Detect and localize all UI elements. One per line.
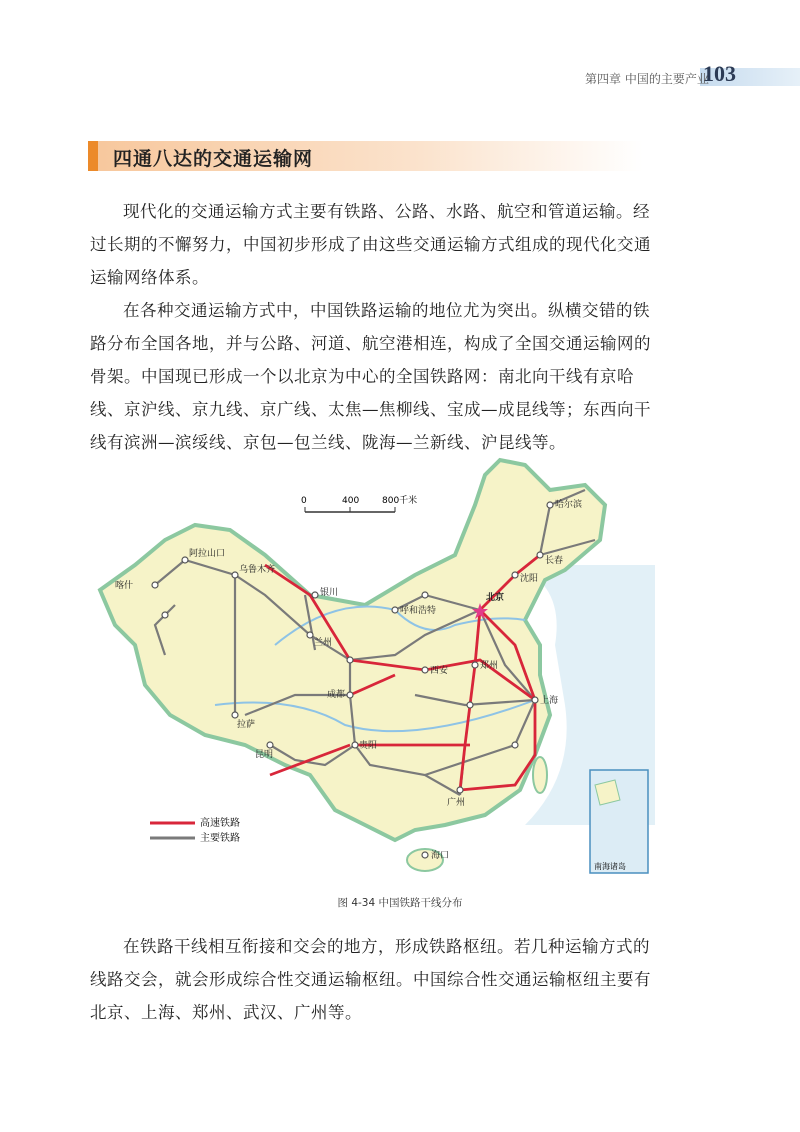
map-scale-bar (301, 494, 417, 512)
city-label: 呼和浩特 (400, 606, 437, 616)
city-label: 广州 (447, 798, 466, 808)
city-label: 阿拉山口 (189, 549, 226, 559)
city-label: 乌鲁木齐 (239, 565, 276, 575)
railway-map (95, 445, 655, 885)
city-label: 郑州 (480, 661, 499, 671)
city-label: 长春 (545, 556, 564, 566)
section-heading (88, 141, 643, 171)
south-china-sea-inset (590, 770, 648, 873)
city-label: 成都 (327, 690, 346, 700)
china-landmass (100, 460, 605, 840)
city-label: 昆明 (255, 750, 274, 760)
taiwan-island (533, 757, 547, 793)
railway-map-svg (95, 445, 655, 885)
section-heading-bar (88, 141, 98, 171)
section-title: 四通八达的交通运输网 (113, 148, 314, 170)
figure-caption: 图 4-34 中国铁路干线分布 (337, 897, 463, 909)
scale-label: 0 (301, 496, 307, 506)
chapter-title: 第四章 中国的主要产业 (585, 72, 709, 86)
paragraph-railway: 在各种交通运输方式中，中国铁路运输的地位尤为突出。纵横交错的铁路分布全国各地，并与公路、河道、航空港相连，构成了全国交通运输网的骨架。中国现已形成一个以北京为中心的全国铁路网：南北向干线有京哈线、京沪线、京九线、京广线、太焦—焦柳线、宝成—成昆线等；东西向干线有滨洲—滨绥线、京包—包兰线、陇海—兰新线、沪昆线等。 (90, 301, 651, 452)
page-number: 103 (703, 61, 736, 86)
city-label: 西安 (430, 666, 449, 676)
city-label: 银川 (320, 588, 339, 598)
city-label: 喀什 (115, 581, 134, 591)
city-label: 沈阳 (520, 574, 539, 584)
city-label: 哈尔滨 (555, 500, 583, 510)
city-label: 贵阳 (359, 741, 378, 751)
paragraph-hubs: 在铁路干线相互衔接和交会的地方，形成铁路枢纽。若几种运输方式的线路交会，就会形成综合性交通运输枢纽。中国综合性交通运输枢纽主要有北京、上海、郑州、武汉、广州等。 (90, 937, 651, 1022)
map-legend (150, 816, 240, 844)
city-label: 兰州 (314, 638, 333, 648)
city-label: 海口 (431, 851, 450, 861)
legend-high-speed: 高速铁路 (200, 818, 240, 829)
inset-label: 南海诸岛 (594, 862, 626, 871)
city-label: 北京 (486, 593, 505, 603)
paragraph-intro: 现代化的交通运输方式主要有铁路、公路、水路、航空和管道运输。经过长期的不懈努力，中国初步形成了由这些交通运输方式组成的现代化交通运输网络体系。 (90, 202, 651, 287)
scale-label: 400 (342, 496, 360, 506)
legend-main-rail: 主要铁路 (200, 833, 240, 844)
scale-label: 800千米 (382, 496, 418, 506)
city-label: 拉萨 (237, 720, 256, 730)
city-label: 上海 (540, 696, 559, 706)
